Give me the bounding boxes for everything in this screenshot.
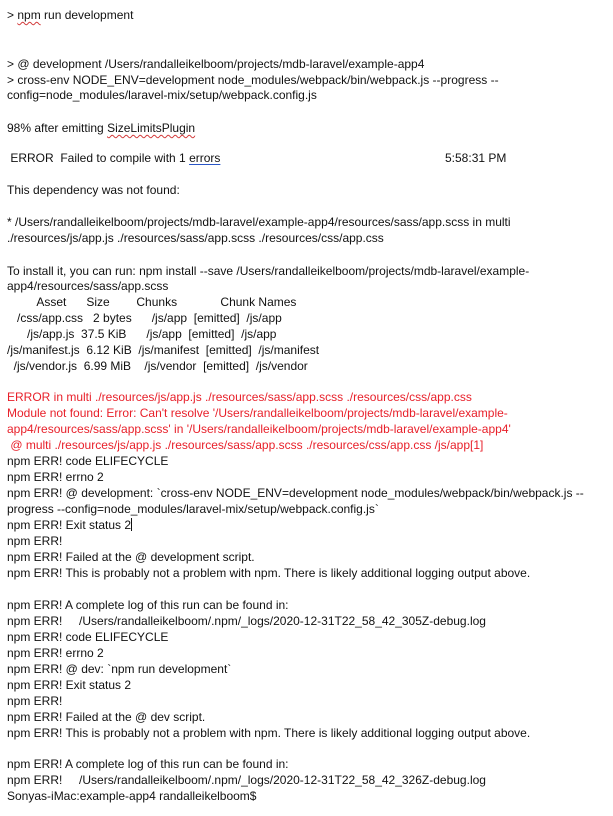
text-line: * /Users/randalleikelboom/projects/mdb-laravel/example-app4/resources/sass/app.scss in multi: [7, 215, 511, 229]
npm-err-line: npm ERR! @ development: `cross-env NODE_ENV=development node_modules/webpack/bin/webpack.js --: [7, 486, 584, 500]
script-line: > cross-env NODE_ENV=development node_modules/webpack/bin/webpack.js --progress --: [7, 73, 499, 87]
npm-err-line: npm ERR! code ELIFECYCLE: [7, 630, 169, 644]
npm-err-line: npm ERR! This is probably not a problem with npm. There is likely additional logging output above.: [7, 726, 531, 740]
shell-prompt: Sonyas-iMac:example-app4 randalleikelboom$: [7, 789, 257, 803]
asset-row: /js/app.js 37.5 KiB /js/app [emitted] /js/app: [7, 327, 277, 341]
asset-row: /css/app.css 2 bytes /js/app [emitted] /js/app: [7, 311, 282, 325]
npm-err-line: npm ERR!: [7, 534, 63, 548]
error-line: @ multi ./resources/js/app.js ./resources/sass/app.scss ./resources/css/app.css /js/app[1]: [7, 438, 484, 452]
npm-err-line: npm ERR! Exit status 2: [7, 518, 132, 532]
text-line: This dependency was not found:: [7, 183, 180, 197]
script-line: config=node_modules/laravel-mix/setup/webpack.config.js: [7, 88, 317, 102]
npm-err-line: npm ERR! This is probably not a problem with npm. There is likely additional logging output above.: [7, 566, 531, 580]
script-line: > @ development /Users/randalleikelboom/projects/mdb-laravel/example-app4: [7, 57, 425, 71]
timestamp: 5:58:31 PM: [445, 151, 507, 165]
text-cursor: [131, 518, 132, 531]
command-line: > npm run development: [7, 8, 134, 22]
asset-table-header: Asset Size Chunks Chunk Names: [7, 295, 297, 309]
npm-err-line: npm ERR! Failed at the @ dev script.: [7, 710, 206, 724]
npm-err-line: npm ERR! A complete log of this run can be found in:: [7, 598, 289, 612]
compile-error-line: ERROR Failed to compile with 1 errors 5:58:31 PM: [7, 151, 507, 165]
asset-row: /js/manifest.js 6.12 KiB /js/manifest [emitted] /js/manifest: [7, 343, 320, 357]
npm-err-line: npm ERR! Failed at the @ development script.: [7, 550, 255, 564]
npm-err-line: npm ERR! errno 2: [7, 646, 104, 660]
asset-row: /js/vendor.js 6.99 MiB /js/vendor [emitted] /js/vendor: [7, 359, 308, 373]
text-line: app4/resources/sass/app.scss: [7, 279, 169, 293]
error-line: ERROR in multi ./resources/js/app.js ./resources/sass/app.scss ./resources/css/app.css: [7, 390, 472, 404]
npm-err-line: npm ERR! @ dev: `npm run development`: [7, 662, 232, 676]
npm-err-line: progress --config=node_modules/laravel-mix/setup/webpack.config.js`: [7, 502, 379, 516]
error-line: app4/resources/sass/app.scss' in '/Users/randalleikelboom/projects/mdb-laravel/example-app4': [7, 422, 511, 436]
npm-err-line: npm ERR! Exit status 2: [7, 678, 132, 692]
npm-err-line: npm ERR! /Users/randalleikelboom/.npm/_logs/2020-12-31T22_58_42_305Z-debug.log: [7, 614, 486, 628]
progress-line: 98% after emitting SizeLimitsPlugin: [7, 121, 196, 135]
npm-err-line: npm ERR! A complete log of this run can be found in:: [7, 757, 289, 771]
npm-err-line: npm ERR! code ELIFECYCLE: [7, 454, 169, 468]
text-line: ./resources/js/app.js ./resources/sass/app.scss ./resources/css/app.css: [7, 231, 384, 245]
npm-err-line: npm ERR!: [7, 694, 63, 708]
npm-err-line: npm ERR! /Users/randalleikelboom/.npm/_logs/2020-12-31T22_58_42_326Z-debug.log: [7, 773, 486, 787]
text-line: To install it, you can run: npm install --save /Users/randalleikelboom/projects/mdb-laravel/example-: [7, 264, 530, 278]
npm-err-line: npm ERR! errno 2: [7, 470, 104, 484]
error-line: Module not found: Error: Can't resolve '/Users/randalleikelboom/projects/mdb-laravel/example-: [7, 406, 508, 420]
